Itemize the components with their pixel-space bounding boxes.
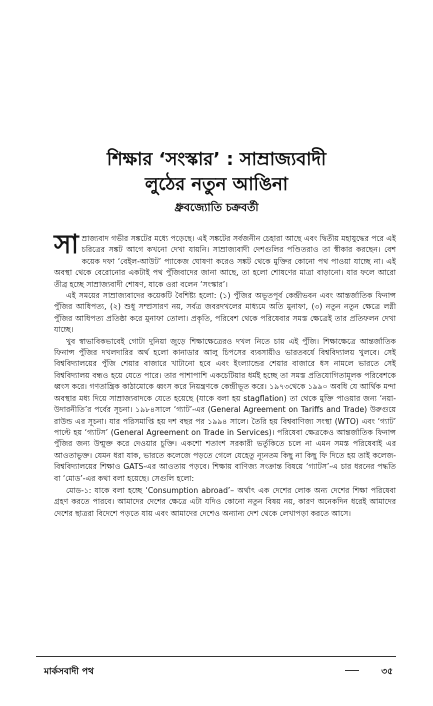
footer-journal-name: মার্কসবাদী পথ: [44, 667, 94, 677]
footer-dash: [345, 670, 359, 671]
article-body: [54, 230, 396, 519]
paragraph-mode-1: মোড-১: যাকে বলা হচ্ছে ‘Consumption abroad’– অর্থাৎ এক দেশের লোক অন্য দেশের শিক্ষা পরিষেবা গ্রহণ করতে পারবে। আমাদের দেশের ক্ষেত্রে এটা যদিও কোনো নতুন বিষয় নয়, কারণ অনেকদিন ধরেই আমাদের দেশের ছাত্ররা বিদেশে পড়তে যায় এবং আমাদের দেশেও অন্যান্য দেশ থেকে লেখাপড়া করতে আসে।: [54, 485, 396, 518]
paragraph-2: এই সময়ের সাম্রাজ্যবাদের কয়েকটি বৈশিষ্ট্য হলো: (১) পুঁজির অভূতপূর্ব কেন্দ্রীভবন এবং আন্তর্জাতিক ফিনান্স পুঁজির আধিপত্য, (২) শুধু সম্প্রসারণ নয়, সর্বত্র জবরদখলের মাধ্যমে অতি মুনাফা, (৩) নতুন নতুন ক্ষেত্রে লগ্নী পুঁজির আধিপত্য প্রতিষ্ঠা করে মুনাফা তোলা। প্রকৃতি, পরিবেশ থেকে পরিষেবার সমস্ত ক্ষেত্রেই তার প্রতিফলন দেখা যাচ্ছে।: [54, 291, 396, 335]
footer-divider: [36, 656, 396, 657]
page-number: ৩৫: [381, 667, 393, 677]
paragraph-1: [54, 230, 396, 290]
drop-cap: সা: [54, 230, 79, 260]
article-author: ধ্রুবজ্যোতি চক্রবর্তী: [174, 201, 259, 214]
article-title-line-1: শিক্ষার ‘সংস্কার’ : সাম্রাজ্যবাদী: [106, 149, 327, 170]
paragraph-1-text: ম্রাজ্যবাদ গভীর সঙ্কটের মধ্যে পড়েছে। এই সঙ্কটের সর্বজনীন চেহারা আছে এবং দ্বিতীয় মহাযুদ্ধের পরে এই চরিত্রের সঙ্কট আগে কখনো দেখা যায়নি। সাম্রাজ্যবাদী দেশগুলির পণ্ডিতরাও তা স্বীকার করছেন। বেশ কয়েক দফা ‘বেইল-আউট’ প্যাকেজ ঘোষণা করেও সঙ্কট থেকে মুক্তির কোনো পথ পাওয়া যাচ্ছে না। এই অবস্থা থেকে বেরোনোর একটাই পথ পুঁজিবাদের জানা আছে, তা হলো শোষণের মাত্রা বাড়ানো। যার ফলে আরো তীব্র হচ্ছে সাম্রাজ্যবাদী শোষণ, যাকে ওরা বলেন ‘সংস্কার’।: [54, 234, 396, 289]
paragraph-3: খুব স্বাভাবিকভাবেই গোটা দুনিয়া জুড়ে শিক্ষাক্ষেত্রেরও দখল নিতে চায় এই পুঁজি। শিক্ষাক্ষেত্রে আন্তর্জাতিক ফিনান্স পুঁজির দখলদারির অর্থ হলো কানাডার আলু চিপসের ব্যবসায়ীও ভারতবর্ষে বিশ্ববিদ্যালয় খুলবে। সেই বিশ্ববিদ্যালয়ের পুঁজি শেয়ার বাজারে খাটানো হবে এবং ইংল্যান্ডের শেয়ার বাজারে ধস নামলে ভারতে সেই বিশ্ববিদ্যালয় বন্ধও হয়ে যেতে পারে। তার পাশাপাশি একচেটিয়ার ধর্মই হচ্ছে তা সমস্ত প্রতিযোগিতামূলক পরিবেশকে ধ্বংস করে। গণতান্ত্রিক কাঠামোকে ধ্বংস করে নিয়ন্ত্রণকে কেন্দ্রীভূত করে। ১৯৭৩থেকে ১৯৯০ অবধি যে আর্থিক মন্দা অবস্থার মধ্য দিয়ে সাম্রাজ্যবাদকে যেতে হয়েছে (যাকে বলা হয় stagflation) তা থেকে মুক্তি পাওয়ার জন্য ‘নয়া-উদারনীতি’র পর্বের সূচনা। ১৯৮৪সালে ‘গ্যাট’-এর (General Agreement on Tariffs and Trade) উরুগুয়ে রাউন্ড এর সূচনা। যার পরিসমাপ্তি হয় দশ বছর পর ১৯৯৪ সালে। তৈরি হয় বিশ্ববাণিজ্য সংস্থা (WTO) এবং ‘গ্যাট’ পাল্টে হয় ‘গ্যাটস’ (General Agreement on Trade in Services)। পরিষেবা ক্ষেত্রকেও আন্তর্জাতিক ফিনান্স পুঁজির জন্য উন্মুক্ত করে দেওয়ার চুক্তি। একশো শতাংশ সরকারী ভর্তুকিতে চলে না এমন সমস্ত পরিষেবাই এর আওতাভুক্ত। যেমন ধরা যাক, ভারতে কলেজে পড়তে গেলে যেহেতু ন্যূনতম কিছু না কিছু ফি দিতে হয় তাই কলেজ-বিশ্ববিদ্যালয়ের শিক্ষাও GATS-এর আওতায় পড়বে। শিক্ষায় বাণিজ্য সংক্রান্ত বিষয়ে ‘গ্যাটস’-এ চার ধরনের পদ্ধতি বা ‘মোড’-এর কথা বলা হয়েছে। সেগুলি হলো:: [54, 336, 396, 483]
article-title-line-2: লুঠের নতুন আঙিনা: [144, 174, 288, 195]
